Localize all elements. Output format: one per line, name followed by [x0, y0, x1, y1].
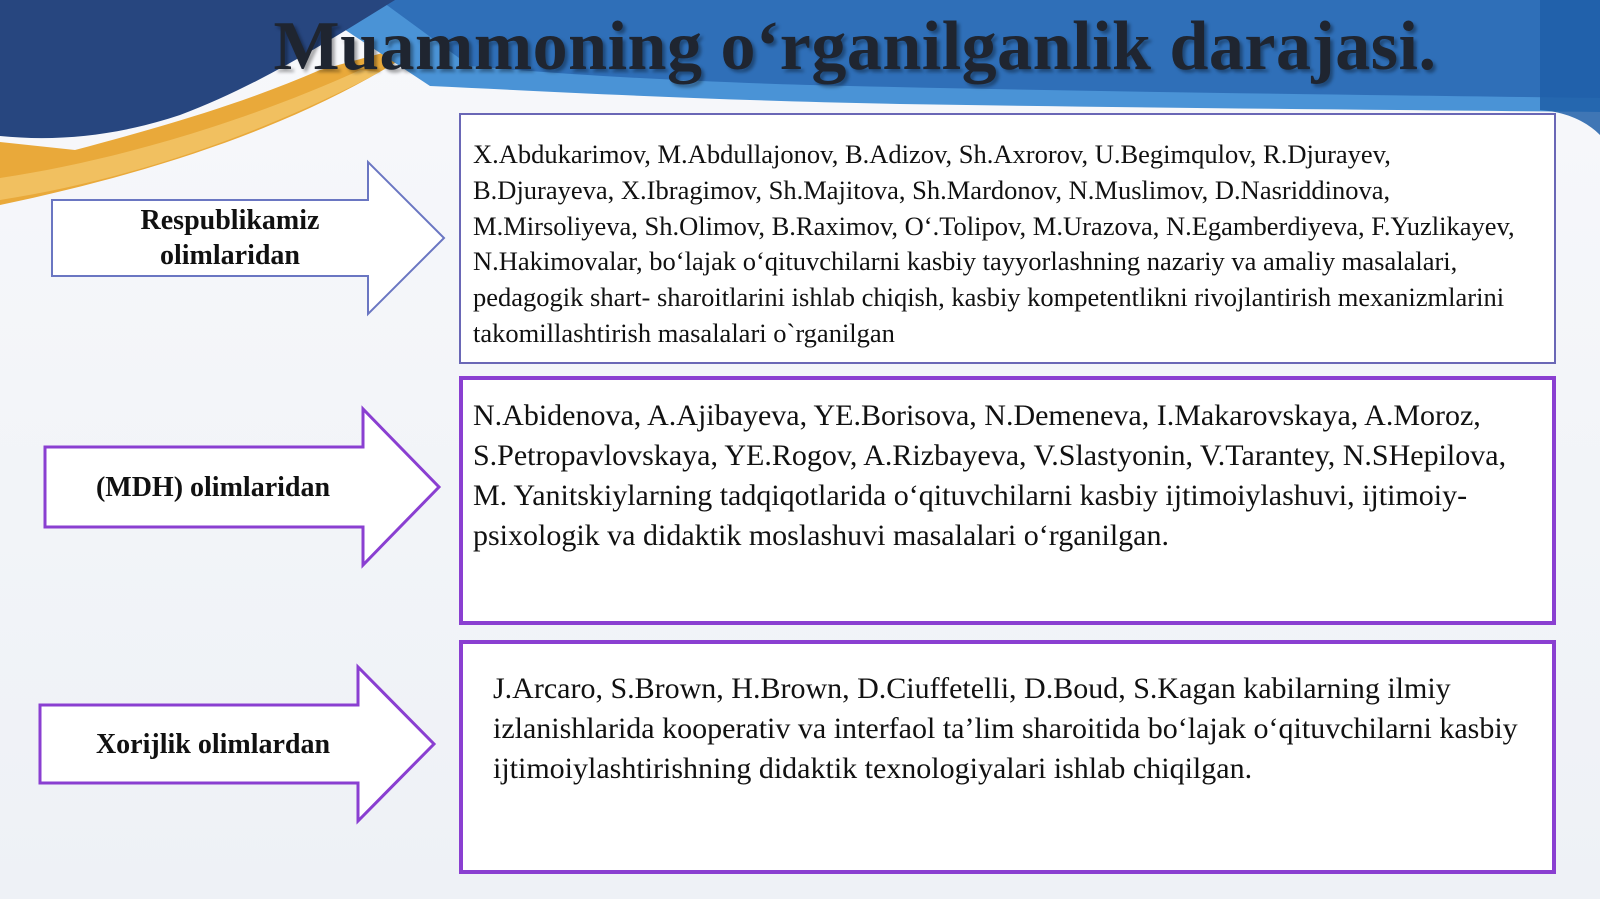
- arrow-republic-scientists: [50, 160, 450, 316]
- arrow-label: (MDH) olimlaridan: [95, 471, 331, 503]
- text-box-foreign-scientists: [459, 640, 1556, 874]
- box-text: J.Arcaro, S.Brown, H.Brown, D.Ciuffetelli, D.Boud, S.Kagan kabilarning ilmiy izlanishlarida kooperativ va interfaol ta’lim sharoitida bo‘lajak o‘qituvchilarni kasbiy ijtimoiylashtirishning didaktik texnologiyalari ishlab chiqilgan.: [493, 672, 1518, 785]
- box-text: N.Abidenova, A.Ajibayeva, YE.Borisova, N.Demeneva, I.Makarovskaya, A.Moroz, S.Petropavlovskaya, YE.Rogov, A.Rizbayeva, V.Slastyonin, V.Tarantey, N.SHepilova, M. Yanitskiylarning tadqiqotlarida o‘qituvchilarni kasbiy ijtimoiylashuvi, ijtimoiy-psixologik va didaktik moslashuvi masalalari o‘rganilgan.: [473, 399, 1507, 552]
- arrow-label: Respublikamiz olimlaridan: [140, 205, 320, 271]
- arrow-cis-scientists: [43, 407, 448, 567]
- text-box-cis-scientists: [459, 376, 1556, 625]
- arrow-label: Xorijlik olimlardan: [95, 728, 331, 760]
- arrow-foreign-scientists: [38, 665, 443, 823]
- text-box-republic-scientists: [459, 113, 1556, 364]
- box-text: X.Abdukarimov, M.Abdullajonov, B.Adizov, Sh.Axrorov, U.Begimqulov, R.Djurayev, B.Djurayeva, X.Ibragimov, Sh.Majitova, Sh.Mardonov, N.Muslimov, D.Nasriddinova, M.Mirsoliyeva, Sh.Olimov, B.Raximov, O‘.Tolipov, M.Urazova, N.Egamberdiyeva, F.Yuzlikayev, N.Hakimovalar, bo‘lajak o‘qituvchilarni kasbiy tayyorlashning nazariy va amaliy masalalari, pedagogik shart- sharoitlarini ishlab chiqish, kasbiy kompetentlikni rivojlantirish mexanizmlarini takomillashtirish masalalari o`rganilgan: [473, 139, 1515, 348]
- slide-title: Muammoning o‘rganilganlik darajasi.: [273, 8, 1437, 85]
